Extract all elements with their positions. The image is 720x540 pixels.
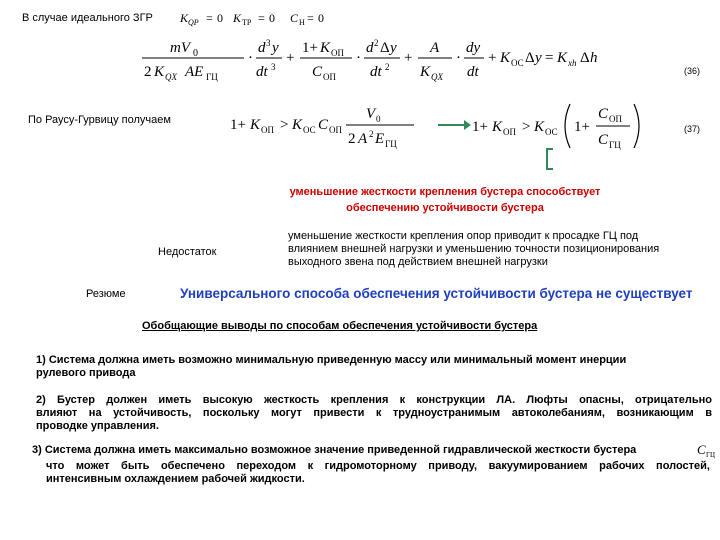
svg-text:K: K: [320, 40, 331, 56]
svg-text:y: y: [272, 40, 279, 56]
svg-text:K: K: [180, 11, 189, 25]
svg-text:mV: mV: [170, 40, 190, 56]
svg-text:ГЦ: ГЦ: [206, 72, 218, 82]
svg-text:xh: xh: [568, 58, 577, 68]
svg-text:0: 0: [269, 11, 275, 25]
drawback-line-1: уменьшение жесткости крепления опор приводит к просадке ГЦ под: [288, 230, 639, 242]
drawback-line-3: выходного звена под действием внешней нагрузки: [288, 256, 548, 268]
svg-text:K: K: [154, 64, 165, 80]
item1-line-2: рулевого привода: [36, 367, 136, 379]
conclusions-title: Обобщающие выводы по способам обеспечения устойчивости бустера: [142, 320, 538, 332]
svg-text:1+: 1+: [574, 119, 590, 135]
svg-text:K: K: [233, 11, 242, 25]
svg-text:2: 2: [369, 129, 374, 139]
svg-text:K: K: [534, 119, 545, 135]
summary-label: Резюме: [86, 288, 126, 300]
svg-text:=: =: [206, 11, 213, 25]
svg-text:d: d: [366, 40, 374, 56]
svg-text:h: h: [590, 50, 598, 66]
svg-text:QX: QX: [165, 72, 177, 82]
item2-line-1: 2) Бустер должен иметь высокую жесткость крепления к конструкции ЛА. Люфты опасны, отрицательно: [36, 394, 712, 406]
svg-text:>: >: [522, 119, 531, 135]
svg-text:K: K: [250, 117, 261, 133]
svg-text:C: C: [290, 11, 299, 25]
ideal-label: В случае идеального ЗГР: [22, 12, 153, 24]
svg-text:3: 3: [266, 38, 271, 48]
svg-text:ОП: ОП: [329, 125, 342, 135]
svg-text:+: +: [488, 50, 497, 66]
svg-text:C: C: [318, 117, 329, 133]
svg-text:K: K: [420, 64, 431, 80]
item3-line-3: интенсивным охлаждением рабочей жидкости.: [46, 473, 305, 485]
svg-text:2: 2: [385, 62, 390, 72]
svg-text:ГЦ: ГЦ: [385, 139, 397, 149]
svg-text:Н: Н: [299, 18, 305, 27]
svg-text:V: V: [366, 106, 376, 122]
equation-37-left: [228, 104, 438, 150]
summary-text: Универсального способа обеспечения устойчивости бустера не существует: [180, 286, 693, 301]
arrow-right-icon: [436, 118, 472, 132]
svg-text:A: A: [430, 40, 440, 56]
item2-line-2: влияют на устойчивость, поскольку могут привести к трудноустранимым автоколебаниям, возникающим в: [36, 407, 712, 419]
svg-text:C: C: [312, 64, 323, 80]
svg-text:ОС: ОС: [545, 127, 558, 137]
svg-text:0: 0: [318, 11, 324, 25]
svg-text:·: ·: [456, 50, 461, 66]
routh-label: По Раусу-Гурвицу получаем: [28, 114, 171, 126]
svg-text:ТР: ТР: [242, 18, 252, 27]
svg-text:dt: dt: [467, 64, 479, 80]
svg-text:ОП: ОП: [503, 127, 516, 137]
svg-text:2: 2: [348, 131, 356, 147]
svg-text:2: 2: [374, 38, 379, 48]
svg-text:A: A: [358, 131, 368, 147]
svg-text:C: C: [598, 106, 609, 122]
svg-text:y: y: [535, 50, 542, 66]
drawback-line-2: влиянием внешней нагрузки и уменьшению точности позиционирования: [288, 243, 660, 255]
ideal-condition-formula: [178, 6, 328, 30]
svg-text:ОП: ОП: [323, 72, 336, 82]
hydraulic-stiffness-symbol: [696, 440, 718, 460]
svg-text:Δ: Δ: [380, 40, 390, 56]
svg-text:K: K: [492, 119, 503, 135]
svg-text:Δ: Δ: [525, 50, 535, 66]
svg-text:AE: AE: [185, 64, 204, 80]
eq36-label: (36): [684, 66, 701, 76]
svg-text:=: =: [258, 11, 265, 25]
svg-text:E: E: [375, 131, 385, 147]
svg-text:ОП: ОП: [609, 114, 622, 124]
svg-text:ОП: ОП: [261, 125, 274, 135]
svg-text:K: K: [500, 50, 511, 66]
svg-text:ГЦ: ГЦ: [706, 451, 716, 459]
svg-text:1+: 1+: [472, 119, 488, 135]
svg-text:Δ: Δ: [580, 50, 590, 66]
red-note-line-1: уменьшение жесткости крепления бустера способствует: [289, 186, 601, 198]
svg-text:0: 0: [376, 114, 381, 124]
svg-text:>: >: [280, 117, 289, 133]
svg-text:1+: 1+: [302, 40, 318, 56]
eq37-label: (37): [684, 124, 701, 134]
svg-text:ОП: ОП: [331, 48, 344, 58]
svg-text:QP: QP: [188, 18, 199, 27]
svg-text:·: ·: [356, 50, 361, 66]
svg-text:=: =: [545, 50, 554, 66]
svg-text:C: C: [598, 132, 609, 148]
svg-text:dt: dt: [256, 64, 268, 80]
item3-line-2: что может быть обеспечено переходом к гидромоторному приводу, вакуумированием рабочих полостей,: [46, 460, 710, 472]
conclusion-item-2: [36, 394, 712, 433]
equation-37-right: [470, 100, 670, 152]
svg-text:QX: QX: [431, 72, 443, 82]
svg-text:ГЦ: ГЦ: [609, 140, 621, 150]
svg-text:3: 3: [271, 62, 276, 72]
svg-text:2: 2: [144, 64, 152, 80]
svg-text:K: K: [557, 50, 568, 66]
red-note: [230, 184, 660, 216]
svg-text:·: ·: [248, 50, 253, 66]
conclusion-item-3-rest: [46, 460, 710, 486]
svg-text:y: y: [390, 40, 397, 56]
svg-text:C: C: [697, 442, 706, 457]
svg-text:ОС: ОС: [303, 125, 316, 135]
equation-36: [140, 36, 600, 86]
item1-line-1: 1) Система должна иметь возможно минимальную приведенную массу или минимальный момент инерции: [36, 354, 627, 366]
svg-text:1+: 1+: [230, 117, 246, 133]
svg-text:ОС: ОС: [511, 58, 524, 68]
svg-text:dt: dt: [370, 64, 382, 80]
svg-text:K: K: [292, 117, 303, 133]
svg-text:+: +: [404, 50, 413, 66]
red-note-line-2: обеспечению устойчивости бустера: [346, 202, 544, 214]
drawback-text: [288, 230, 708, 269]
drawback-label: Недостаток: [158, 246, 217, 258]
conclusion-item-1: [36, 354, 696, 380]
item2-line-3: проводке управления.: [36, 420, 159, 432]
svg-text:0: 0: [217, 11, 223, 25]
svg-text:dy: dy: [466, 40, 481, 56]
conclusion-item-3-line-1: 3) Система должна иметь максимально возможное значение приведенной гидравлической жесткости бустера: [32, 444, 637, 456]
bracket-icon: [544, 148, 556, 170]
svg-text:=: =: [307, 11, 314, 25]
svg-text:+: +: [286, 50, 295, 66]
svg-text:d: d: [258, 40, 266, 56]
svg-text:0: 0: [193, 48, 198, 59]
